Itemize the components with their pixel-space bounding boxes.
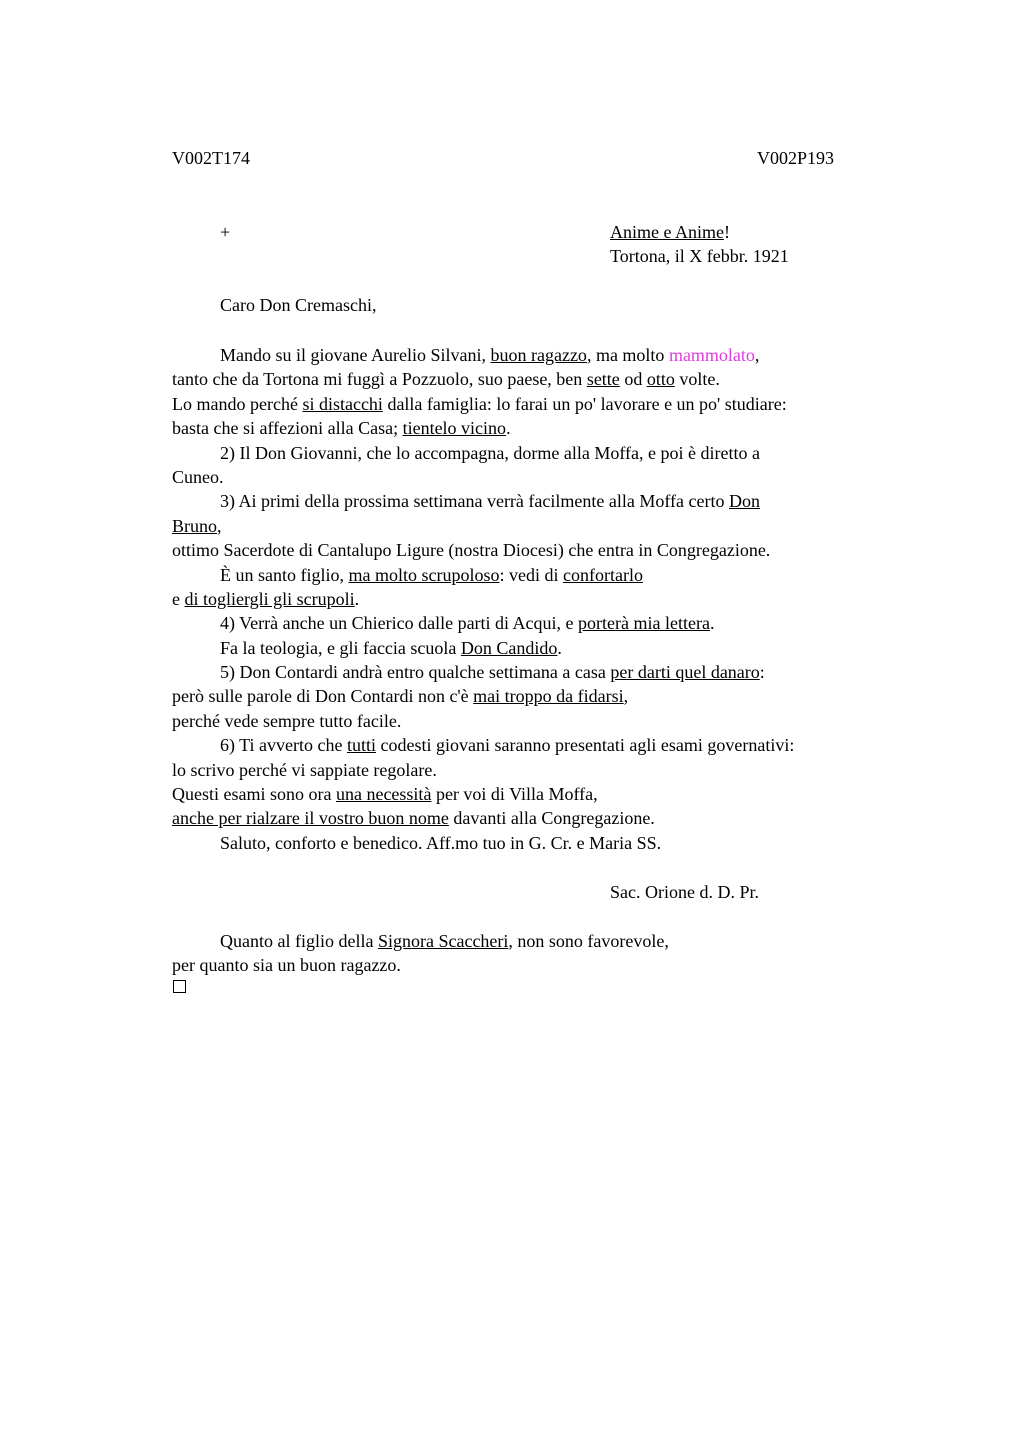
motto xyxy=(610,220,730,244)
body-line: basta che si affezioni alla Casa; tientelo vicino. xyxy=(172,418,511,439)
empty-box-icon xyxy=(173,980,186,993)
body-line: lo scrivo perché vi sappiate regolare. xyxy=(172,759,437,780)
body-line: Fa la teologia, e gli faccia scuola Don Candido. xyxy=(220,637,562,658)
body-line: Lo mando perché si distacchi dalla famiglia: lo farai un po' lavorare e un po' studiare: xyxy=(172,393,787,414)
header-left-code: V002T174 xyxy=(172,148,250,168)
postscript-line: per quanto sia un buon ragazzo. xyxy=(172,955,401,975)
body-line: tanto che da Tortona mi fuggì a Pozzuolo, suo paese, ben sette od otto volte. xyxy=(172,369,720,390)
body-line: però sulle parole di Don Contardi non c'è mai troppo da fidarsi, xyxy=(172,686,629,707)
body-line: Bruno, xyxy=(172,515,222,536)
cross-mark: + xyxy=(220,222,231,242)
body-line: 3) Ai primi della prossima settimana verrà facilmente alla Moffa certo Don xyxy=(220,491,760,512)
body-line: È un santo figlio, ma molto scrupoloso: vedi di confortarlo xyxy=(220,564,643,585)
body-line: 6) Ti avverto che tutti codesti giovani saranno presentati agli esami governativi: xyxy=(220,735,795,756)
body-line: Questi esami sono ora una necessità per voi di Villa Moffa, xyxy=(172,784,598,805)
place-date: Tortona, il X febbr. 1921 xyxy=(610,246,789,266)
postscript-line: Quanto al figlio della Signora Scaccheri, non sono favorevole, xyxy=(220,931,669,951)
body-line: e di togliergli gli scrupoli. xyxy=(172,588,360,609)
salutation: Caro Don Cremaschi, xyxy=(220,295,377,315)
header-right-code: V002P193 xyxy=(757,148,835,168)
body-line: 4) Verrà anche un Chierico dalle parti di Acqui, e porterà mia lettera. xyxy=(220,613,715,634)
body-line: perché vede sempre tutto facile. xyxy=(172,710,402,731)
body-line: 5) Don Contardi andrà entro qualche settimana a casa per darti quel danaro: xyxy=(220,662,765,683)
body-line: Saluto, conforto e benedico. Aff.mo tuo in G. Cr. e Maria SS. xyxy=(220,832,662,853)
motto-punct: ! xyxy=(723,222,730,242)
highlighted-word: mammolato xyxy=(668,345,755,365)
body-line: Mando su il giovane Aurelio Silvani, buon ragazzo, ma molto mammolato, xyxy=(220,345,760,365)
body-line: ottimo Sacerdote di Cantalupo Ligure (nostra Diocesi) che entra in Congregazione. xyxy=(172,540,771,561)
body-line: 2) Il Don Giovanni, che lo accompagna, dorme alla Moffa, e poi è diretto a xyxy=(220,442,760,463)
body-line: Cuneo. xyxy=(172,466,224,487)
letter-body xyxy=(172,343,892,855)
body-line: anche per rialzare il vostro buon nome davanti alla Congregazione. xyxy=(172,808,655,829)
motto-text: Anime e Anime xyxy=(610,222,724,242)
signature: Sac. Orione d. D. Pr. xyxy=(610,882,759,902)
